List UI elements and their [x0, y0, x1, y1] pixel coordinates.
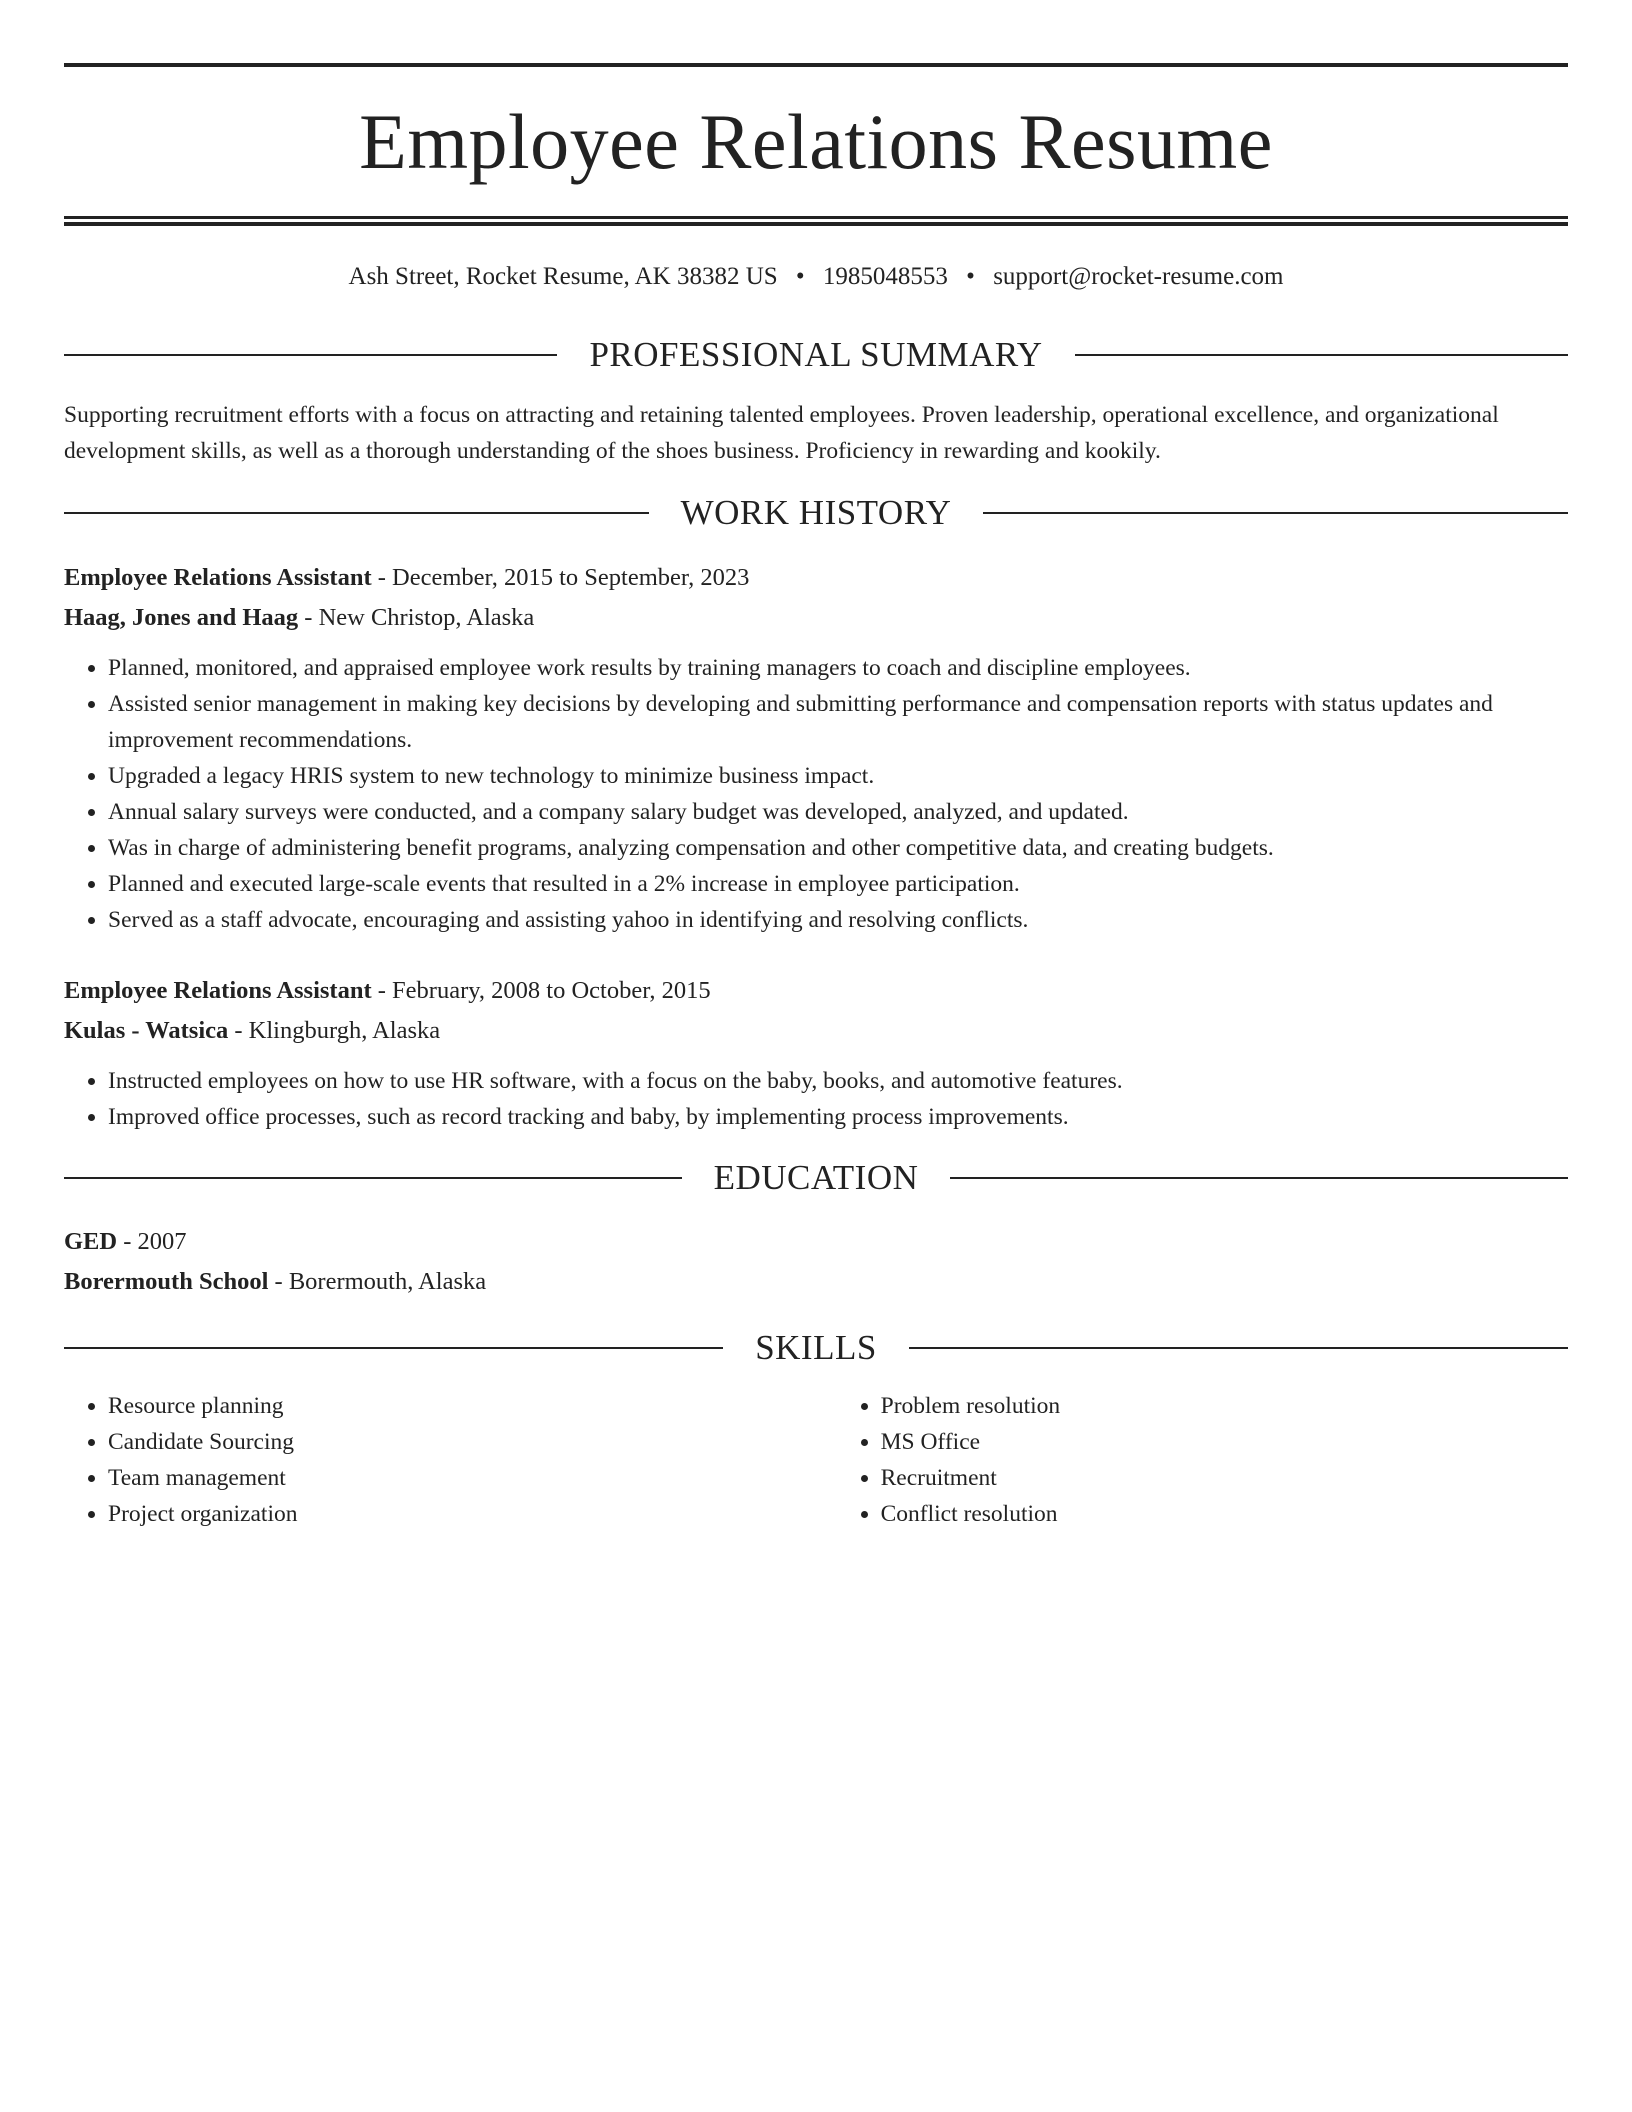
- job-dates: - December, 2015 to September, 2023: [371, 564, 750, 591]
- job-bullet: • Served as a staff advocate, encouraging and assisting yahoo in identifying and resolving conflicts.: [108, 902, 1568, 938]
- company-name: Kulas - Watsica: [64, 1017, 229, 1044]
- job-bullet: • Planned and executed large-scale events that resulted in a 2% increase in employee participation.: [108, 866, 1568, 902]
- summary-section-heading: [64, 333, 1568, 377]
- summary-text: Supporting recruitment efforts with a focus on attracting and retaining talented employees. Proven leadership, operational excellence, and organizational development skills, as well as a thorough understanding of the shoes business. Proficiency in rewarding and kookily.: [64, 402, 1499, 464]
- job-bullet-list: [64, 650, 1568, 938]
- heading-rule-left: [64, 354, 557, 356]
- job-title: Employee Relations Assistant: [64, 977, 372, 1004]
- skills-section-heading: [64, 1326, 1568, 1370]
- heading-rule-right: [950, 1177, 1568, 1179]
- school-line: [64, 1262, 1568, 1302]
- degree-year: - 2007: [117, 1228, 187, 1255]
- job-title-line: [64, 971, 1568, 1011]
- education-heading-label: EDUCATION: [713, 1158, 919, 1197]
- job-bullet: • Was in charge of administering benefit programs, analyzing compensation and other competitive data, and creating budgets.: [108, 830, 1568, 866]
- education-entry: [64, 1222, 1568, 1302]
- school-location: - Borermouth, Alaska: [268, 1268, 487, 1295]
- contact-email: support@rocket-resume.com: [993, 263, 1284, 290]
- skill-item: • Problem resolution: [881, 1388, 1568, 1424]
- job-bullet: • Planned, monitored, and appraised employee work results by training managers to coach and discipline employees.: [108, 650, 1568, 686]
- heading-rule-left: [64, 1177, 682, 1179]
- job-bullet: • Upgraded a legacy HRIS system to new technology to minimize business impact.: [108, 758, 1568, 794]
- skill-item: • MS Office: [881, 1424, 1568, 1460]
- company-line: [64, 598, 1568, 638]
- job-entry: [64, 971, 1568, 1135]
- company-location: - New Christop, Alaska: [298, 604, 535, 631]
- company-location: - Klingburgh, Alaska: [228, 1017, 441, 1044]
- summary-heading-label: PROFESSIONAL SUMMARY: [589, 335, 1043, 374]
- skill-item: • Recruitment: [881, 1460, 1568, 1496]
- skills-columns: [64, 1388, 1568, 1532]
- contact-address: Ash Street, Rocket Resume, AK 38382 US: [348, 263, 778, 290]
- skills-list-right: [837, 1388, 1568, 1532]
- job-bullet: • Assisted senior management in making key decisions by developing and submitting performance and compensation reports with status updates and improvement recommendations.: [108, 686, 1568, 758]
- heading-rule-left: [64, 512, 649, 514]
- skill-item: • Conflict resolution: [881, 1496, 1568, 1532]
- heading-rule-right: [909, 1347, 1568, 1349]
- job-bullet: • Annual salary surveys were conducted, and a company salary budget was developed, analyzed, and updated.: [108, 794, 1568, 830]
- skills-list-left: [64, 1388, 837, 1532]
- job-bullet: • Improved office processes, such as record tracking and baby, by implementing process improvements.: [108, 1099, 1568, 1135]
- contact-line: [64, 261, 1568, 293]
- contact-phone: 1985048553: [822, 263, 948, 290]
- job-dates: - February, 2008 to October, 2015: [371, 977, 711, 1004]
- skill-item: • Team management: [108, 1460, 837, 1496]
- skills-heading-label: SKILLS: [755, 1328, 877, 1367]
- contact-separator: •: [795, 263, 805, 290]
- job-bullet: • Instructed employees on how to use HR software, with a focus on the baby, books, and automotive features.: [108, 1063, 1568, 1099]
- work-section-heading: [64, 491, 1568, 535]
- skill-item: • Candidate Sourcing: [108, 1424, 837, 1460]
- heading-rule-right: [1075, 354, 1568, 356]
- job-entry: [64, 558, 1568, 938]
- heading-rule-left: [64, 1347, 723, 1349]
- skill-item: • Project organization: [108, 1496, 837, 1532]
- degree-name: GED: [64, 1228, 118, 1255]
- contact-separator: •: [966, 263, 975, 290]
- degree-line: [64, 1222, 1568, 1262]
- work-heading-label: WORK HISTORY: [680, 493, 952, 532]
- skill-item: • Resource planning: [108, 1388, 837, 1424]
- job-title-line: [64, 558, 1568, 598]
- company-line: [64, 1011, 1568, 1051]
- education-section-heading: [64, 1156, 1568, 1200]
- school-name: Borermouth School: [64, 1268, 269, 1295]
- company-name: Haag, Jones and Haag: [64, 604, 299, 631]
- job-title: Employee Relations Assistant: [64, 564, 372, 591]
- heading-rule-right: [983, 512, 1568, 514]
- top-rule: [64, 63, 1568, 67]
- title-double-rule: [64, 216, 1568, 226]
- page-title: Employee Relations Resume: [359, 98, 1273, 185]
- job-bullet-list: [64, 1063, 1568, 1135]
